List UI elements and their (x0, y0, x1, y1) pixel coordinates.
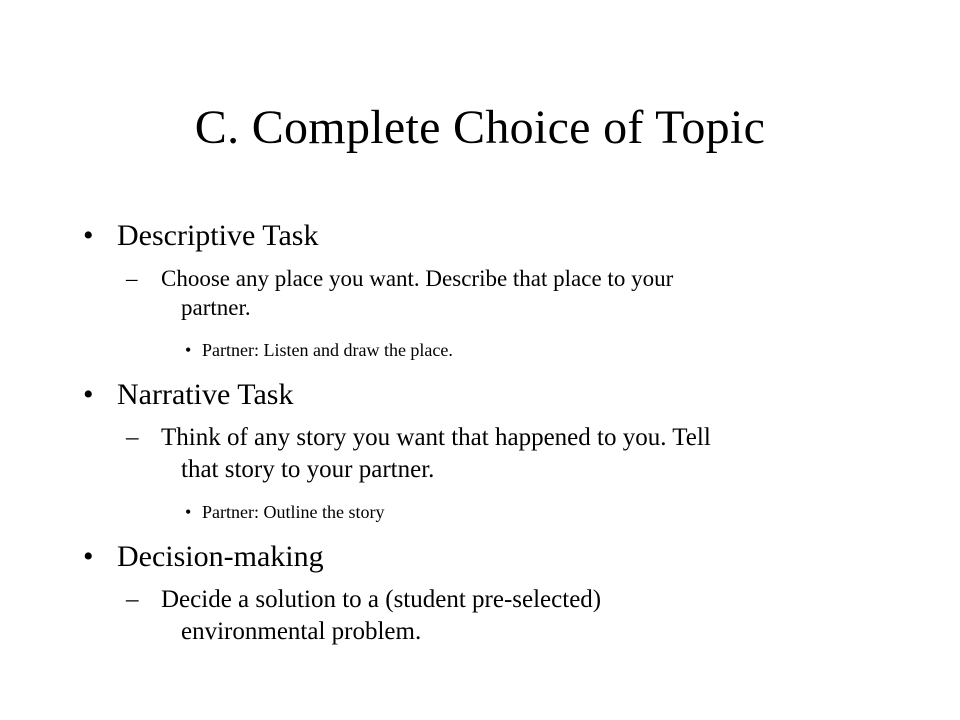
subsubitem-descriptive: Partner: Listen and draw the place. (202, 340, 453, 360)
subitem-narrative-line1: Think of any story you want that happened to you. Tell (161, 424, 711, 451)
item-descriptive-task: Descriptive Task (117, 219, 319, 252)
subitem-narrative-line2: that story to your partner. (181, 456, 435, 483)
subitem-decision-line2: environmental problem. (181, 618, 422, 645)
bullet-icon: • (185, 502, 192, 522)
subitem-decision-line1: Decide a solution to a (student pre-selected) (161, 586, 602, 613)
item-decision-making: Decision-making (117, 540, 324, 573)
dash-icon: – (126, 586, 139, 613)
bullet-icon: • (83, 378, 94, 411)
subitem-descriptive-line1: Choose any place you want. Describe that place to your (161, 266, 674, 291)
bullet-icon: • (185, 340, 192, 360)
dash-icon: – (126, 424, 139, 451)
bullet-icon: • (83, 540, 94, 573)
slide-title: C. Complete Choice of Topic (194, 101, 766, 154)
subitem-descriptive-line2: partner. (181, 295, 251, 320)
bullet-icon: • (83, 219, 94, 252)
dash-icon: – (126, 266, 138, 291)
subsubitem-narrative: Partner: Outline the story (202, 502, 385, 522)
item-narrative-task: Narrative Task (117, 378, 294, 411)
